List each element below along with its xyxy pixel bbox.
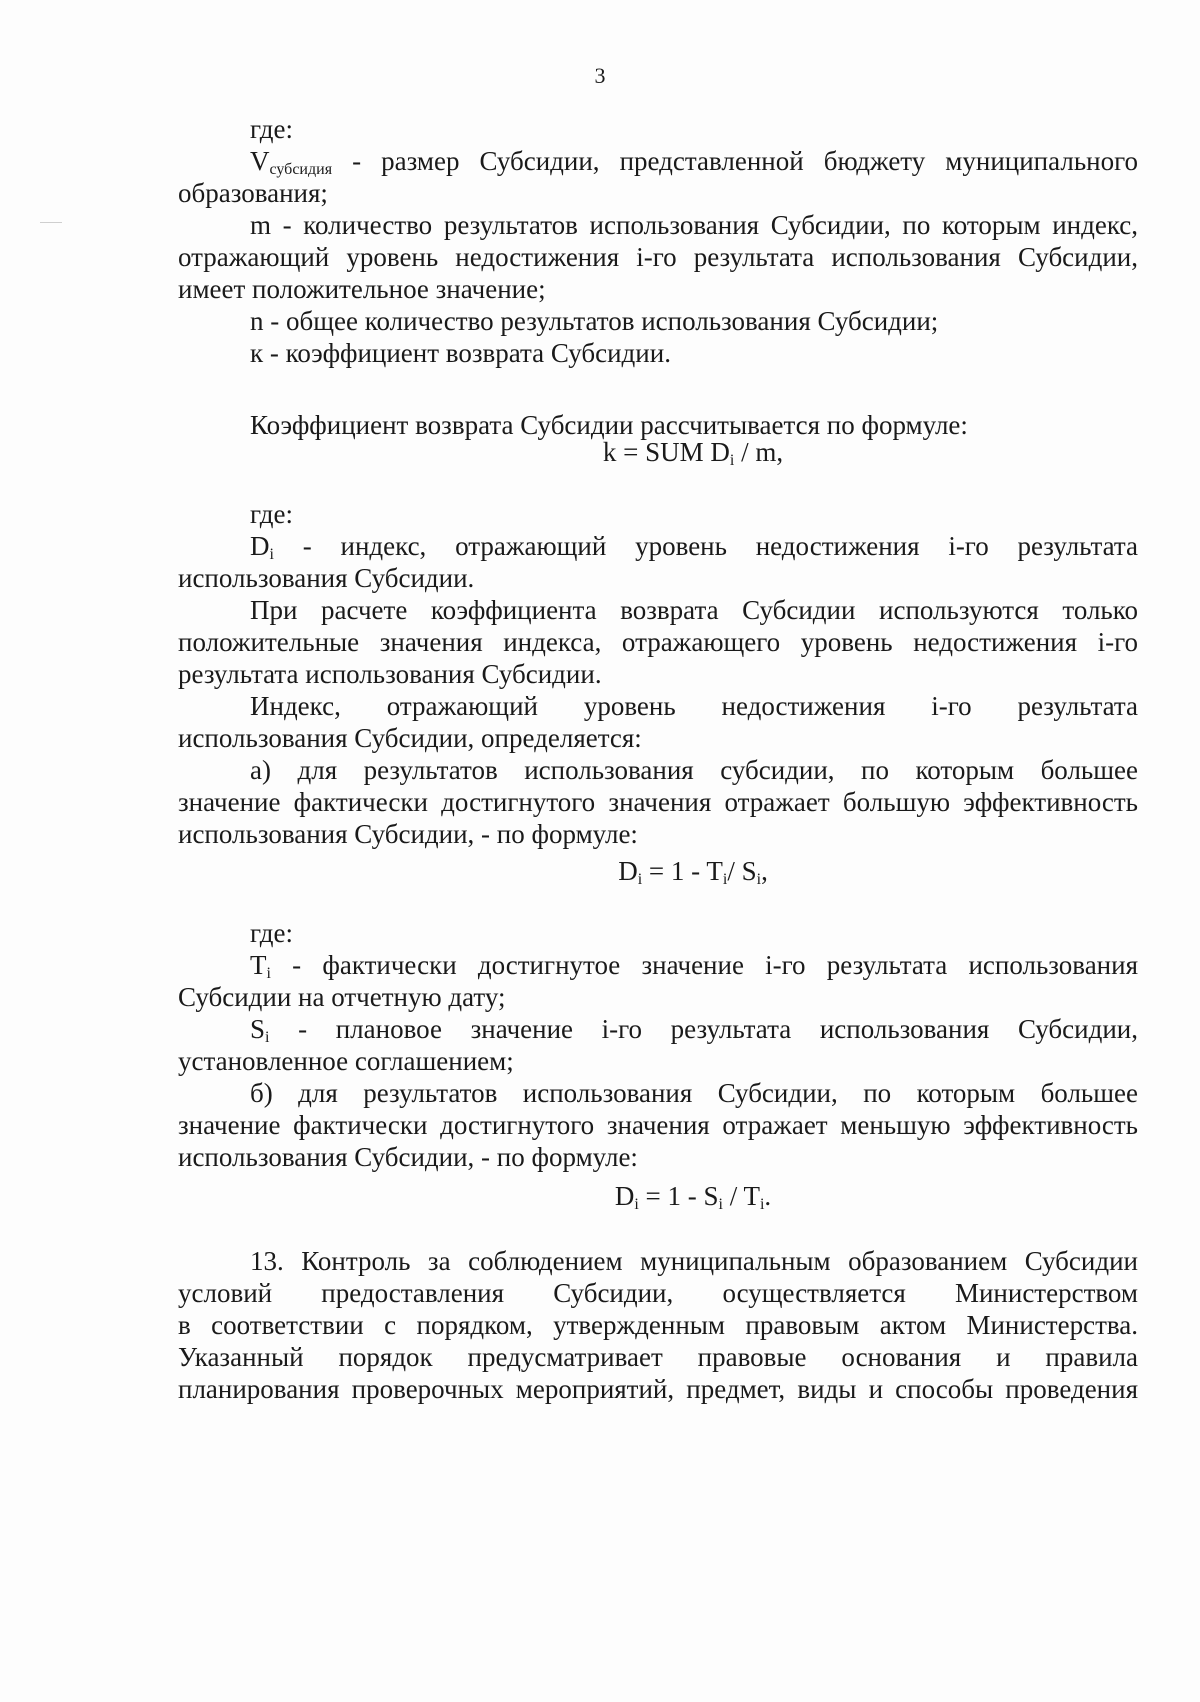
paragraph-calc-line2: положительные значения индекса, отражающего уровень недостижения i-го <box>178 627 1138 657</box>
where-label: где: <box>250 499 293 529</box>
formula-b: $D_i = 1 - S_i / T_i$. <box>614 1181 772 1213</box>
k-definition: к - коэффициент возврата Субсидии. <box>250 338 671 368</box>
v-symbol: V <box>250 146 270 176</box>
formula-a: $D_i = 1 - T_i/$ $S_i$, <box>618 856 768 888</box>
where-label: где: <box>250 918 293 948</box>
definitions-block-2 <box>178 498 1138 850</box>
paragraph-b-line1: б) для результатов использования Субсидии, по которым большее <box>250 1078 1138 1108</box>
p13-line1: 13. Контроль за соблюдением муниципальным образованием Субсидии <box>250 1246 1138 1276</box>
paragraph-b-line2: значение фактически достигнутого значения отражает меньшую эффективность <box>178 1110 1138 1140</box>
v-subscript: субсидия <box>269 161 333 178</box>
paragraph-a-line2: значение фактически достигнутого значения отражает большую эффективность <box>178 787 1138 817</box>
d-definition-cont: использования Субсидии. <box>178 563 475 593</box>
t-definition: $T_i$ - фактически достигнутое значение i-го результата использования <box>250 950 1138 982</box>
p13-line3: в соответствии с порядком, утвержденным правовым актом Министерства. <box>178 1310 1138 1340</box>
paragraph-a-line3: использования Субсидии, - по формуле: <box>178 819 638 849</box>
paragraph-b-line3: использования Субсидии, - по формуле: <box>178 1142 638 1172</box>
m-definition-line3: имеет положительное значение; <box>178 274 546 304</box>
n-definition: n - общее количество результатов использования Субсидии; <box>250 306 939 336</box>
definitions-block-3 <box>178 917 1138 1173</box>
s-definition: $S_i$ - плановое значение i-го результата использования Субсидии, <box>250 1014 1138 1046</box>
d-definition: $D_i$ - индекс, отражающий уровень недостижения i-го результата <box>250 531 1138 563</box>
formula-k: k = SUM $D_i$ / m, <box>602 437 784 469</box>
v-definition-cont: образования; <box>178 178 328 208</box>
scan-margin-mark <box>40 222 62 223</box>
p13-line4: Указанный порядок предусматривает правовые основания и правила <box>178 1342 1138 1372</box>
s-definition-cont: установленное соглашением; <box>178 1046 514 1076</box>
paragraph-calc-line1: При расчете коэффициента возврата Субсидии используются только <box>250 595 1138 625</box>
paragraph-a-line1: а) для результатов использования субсидии, по которым большее <box>250 755 1138 785</box>
coef-intro: Коэффициент возврата Субсидии рассчитывается по формуле: <box>250 410 968 440</box>
paragraph-index-line2: использования Субсидии, определяется: <box>178 723 642 753</box>
p13-line5: планирования проверочных мероприятий, предмет, виды и способы проведения <box>178 1374 1138 1404</box>
m-definition-line1: m - количество результатов использования Субсидии, по которым индекс, <box>250 210 1138 240</box>
where-label: где: <box>250 114 293 144</box>
t-definition-cont: Субсидии на отчетную дату; <box>178 982 506 1012</box>
v-definition <box>178 145 1138 177</box>
p13-line2: условий предоставления Субсидии, осуществляется Министерством <box>178 1278 1138 1308</box>
page-number: 3 <box>594 63 606 88</box>
v-text: - размер Субсидии, представленной бюджету муниципального <box>332 146 1138 176</box>
paragraph-13 <box>178 1245 1138 1405</box>
m-definition-line2: отражающий уровень недостижения i-го результата использования Субсидии, <box>178 242 1138 272</box>
definitions-block-1 <box>178 113 1138 441</box>
paragraph-calc-line3: результата использования Субсидии. <box>178 659 602 689</box>
paragraph-index-line1: Индекс, отражающий уровень недостижения i-го результата <box>250 691 1138 721</box>
